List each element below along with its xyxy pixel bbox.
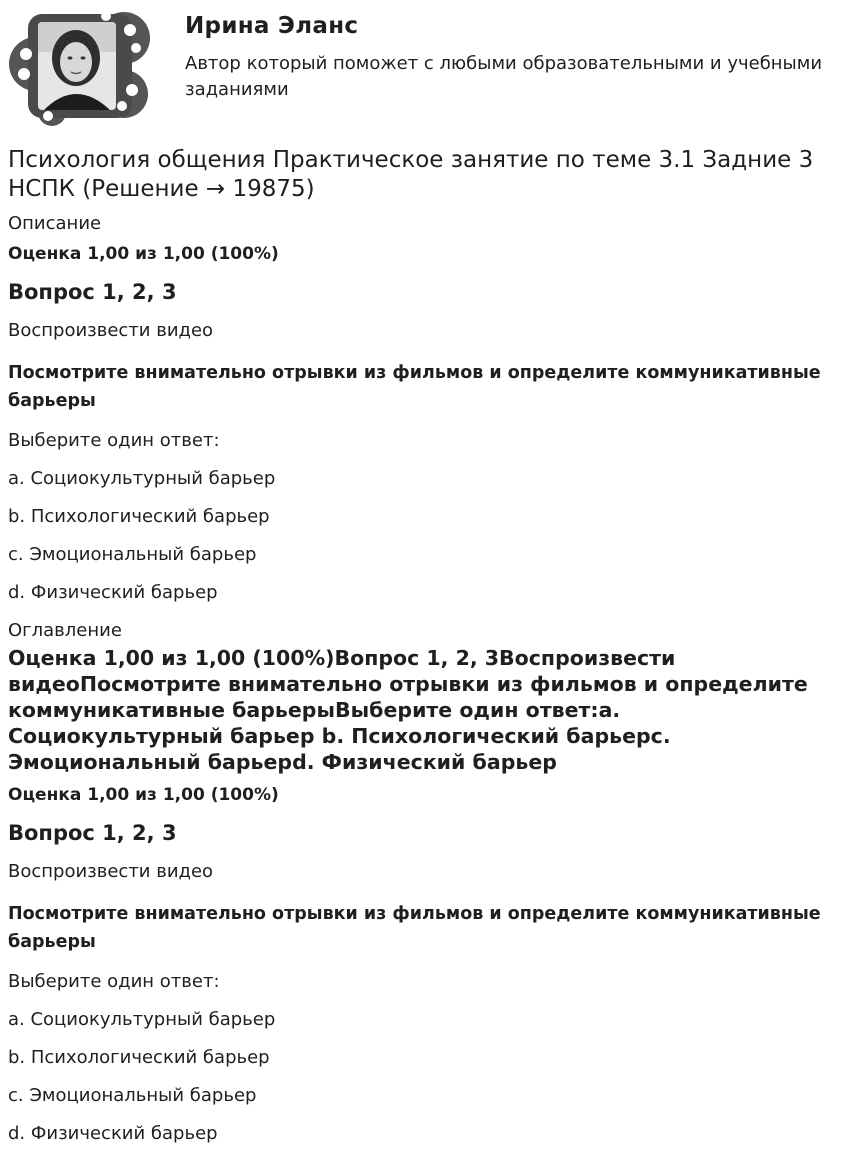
question-heading: Вопрос 1, 2, 3 — [8, 280, 177, 304]
author-name: Ирина Эланс — [185, 13, 359, 39]
grade-text: Оценка 1,00 из 1,00 (100%) — [8, 244, 279, 264]
answer-option-b: b. Психологический барьер — [8, 506, 270, 527]
answer-option-d: d. Физический барьер — [8, 582, 218, 603]
answer-option-c-2: c. Эмоциональный барьер — [8, 1085, 257, 1106]
answer-option-d-2: d. Физический барьер — [8, 1123, 218, 1144]
choose-answer-label-2: Выберите один ответ: — [8, 971, 220, 992]
document-content — [8, 146, 838, 1146]
answer-option-a: a. Социокультурный барьер — [8, 468, 276, 489]
description-label: Описание — [8, 213, 102, 234]
question-heading-2: Вопрос 1, 2, 3 — [8, 821, 177, 845]
play-video-text: Воспроизвести видео — [8, 320, 214, 341]
grade-text-2: Оценка 1,00 из 1,00 (100%) — [8, 785, 279, 805]
answer-option-b-2: b. Психологический барьер — [8, 1047, 270, 1068]
question-prompt-2: Посмотрите внимательно отрывки из фильмов и определите коммуникативные барьеры — [8, 904, 821, 952]
author-avatar — [8, 8, 150, 126]
choose-answer-label: Выберите один ответ: — [8, 430, 220, 451]
author-header — [8, 8, 838, 128]
question-prompt: Посмотрите внимательно отрывки из фильмов и определите коммуникативные барьеры — [8, 363, 821, 411]
toc-label: Оглавление — [8, 620, 122, 641]
answer-option-a-2: a. Социокультурный барьер — [8, 1009, 276, 1030]
author-description: Автор который поможет с любыми образовательными и учебными заданиями — [185, 53, 823, 100]
page-title: Психология общения Практическое занятие по теме 3.1 Задние 3 НСПК (Решение → 19875) — [8, 147, 814, 202]
answer-option-c: c. Эмоциональный барьер — [8, 544, 257, 565]
toc-text: Оценка 1,00 из 1,00 (100%)Вопрос 1, 2, 3Воспроизвести видеоПосмотрите внимательно отрывки из фильмов и определите коммуникативные барьерыВыберите один ответ:a. Социокультурный барьер b. Психологический барьерc. Эмоциональный барьерd. Физический барьер — [8, 646, 808, 774]
play-video-text-2: Воспроизвести видео — [8, 861, 214, 882]
